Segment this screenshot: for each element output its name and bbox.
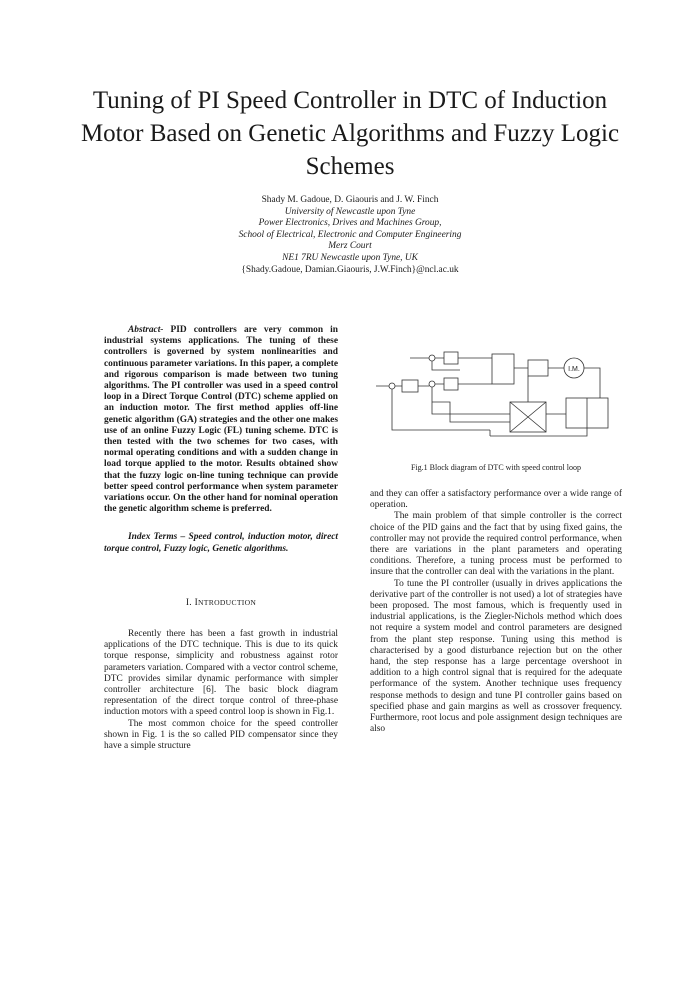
flux-summing-junction (429, 355, 435, 361)
speed-summing-junction (389, 383, 395, 389)
author-emails: {Shady.Gadoue, Damian.Giaouris, J.W.Finch}@ncl.ac.uk (241, 264, 459, 275)
torque-summing-junction (429, 381, 435, 387)
paper-title: Tuning of PI Speed Controller in DTC of Induction Motor Based on Genetic Algorithms and Fuzzy Logic Schemes (80, 87, 620, 180)
right-paragraph-2: The main problem of that simple controller is the correct choice of the PID gains and the fact that by using fixed gains, the controller may not provide the required control performance, when there are variations in the plant parameters and operating conditions. Therefore, a tuning process must be performed to insure that the controller can deal with the variations in the plant. (370, 511, 622, 578)
figure-caption: Fig.1 Block diagram of DTC with speed control loop (411, 463, 581, 472)
pi-controller-block (402, 380, 418, 392)
switching-table-block (492, 354, 514, 384)
section-heading-introduction: I. INTRODUCTION (185, 597, 257, 608)
author-names: Shady M. Gadoue, D. Giaouris and J. W. Finch (261, 195, 439, 205)
motor-label: I.M. (568, 366, 580, 373)
abstract-label: Abstract- (128, 325, 164, 335)
author-address: NE1 7RU Newcastle upon Tyne, UK (282, 252, 418, 263)
intro-paragraph-2: The most common choice for the speed controller shown in Fig. 1 is the so called PID compensator since they have a simple structure (104, 718, 338, 752)
intro-paragraph-1: Recently there has been a fast growth in industrial applications of the DTC technique. This is due to its quick torque response, simplicity and robustness against rotor parameters variation. Compared with a vector control scheme, DTC provides similar dynamic performance with simpler controller architecture [6]. The basic block diagram representation of the direct torque control of three-phase induction motors with a speed control loop is shown in Fig.1. (104, 629, 338, 718)
index-terms: Index Terms – Speed control, induction motor, direct torque control, Fuzzy logic, Genetic algorithms. (104, 532, 338, 554)
affiliation-university: University of Newcastle upon Tyne (284, 206, 416, 217)
abstract (104, 325, 338, 515)
right-paragraph-1: and they can offer a satisfactory performance over a wide range of operation. (370, 489, 622, 511)
hysteresis-block-flux (444, 352, 458, 364)
right-column (370, 489, 622, 735)
hysteresis-block-torque (444, 378, 458, 390)
author-block (160, 195, 540, 276)
affiliation-building: Merz Court (328, 241, 372, 252)
left-column (104, 325, 338, 752)
abstract-text: PID controllers are very common in industrial systems applications. The tuning of these controllers is governed by system nonlinearities and continuous parameter variations. In this paper, a complete and rigorous comparison is made between two tuning algorithms. The PI controller was used in a speed control loop in a Direct Torque Control (DTC) scheme applied on an induction motor. The first method applies off-line genetic algorithm (GA) strategies and the other one makes use of an online Fuzzy Logic (FL) tuning scheme. DTC is then tested with the two schemes for two cases, with normal operating conditions and with a sudden change in load torque applied to the motor. Results obtained show that the fuzzy logic on-line tuning technique can provide better speed control performance when system parameter variations occur. On the other hand for nominal operation the genetic algorithm scheme is preferred. (104, 325, 338, 515)
right-paragraph-3: To tune the PI controller (usually in drives applications the derivative part of the controller is not used) a lot of strategies have been proposed. The most famous, which is frequently used in industrial applications, is the Ziegler-Nichols method which does not require a system model and control parameters are designed from the plant step response. Tuning using this method is characterised by a good disturbance rejection but on the other hand, the step response has a large percentage overshoot in addition to a high control signal that is required for the adequate performance of the system. Another technique uses frequency response methods to design and tune PI controller gains based on specified phase and gain margins as well as crossover frequency. Furthermore, root locus and pole assignment design techniques are also (370, 578, 622, 735)
affiliation-group: Power Electronics, Drives and Machines Group, (258, 218, 442, 229)
vsi-block (528, 360, 548, 376)
dtc-block-diagram (370, 330, 622, 480)
affiliation-school: School of Electrical, Electronic and Computer Engineering (238, 229, 462, 240)
